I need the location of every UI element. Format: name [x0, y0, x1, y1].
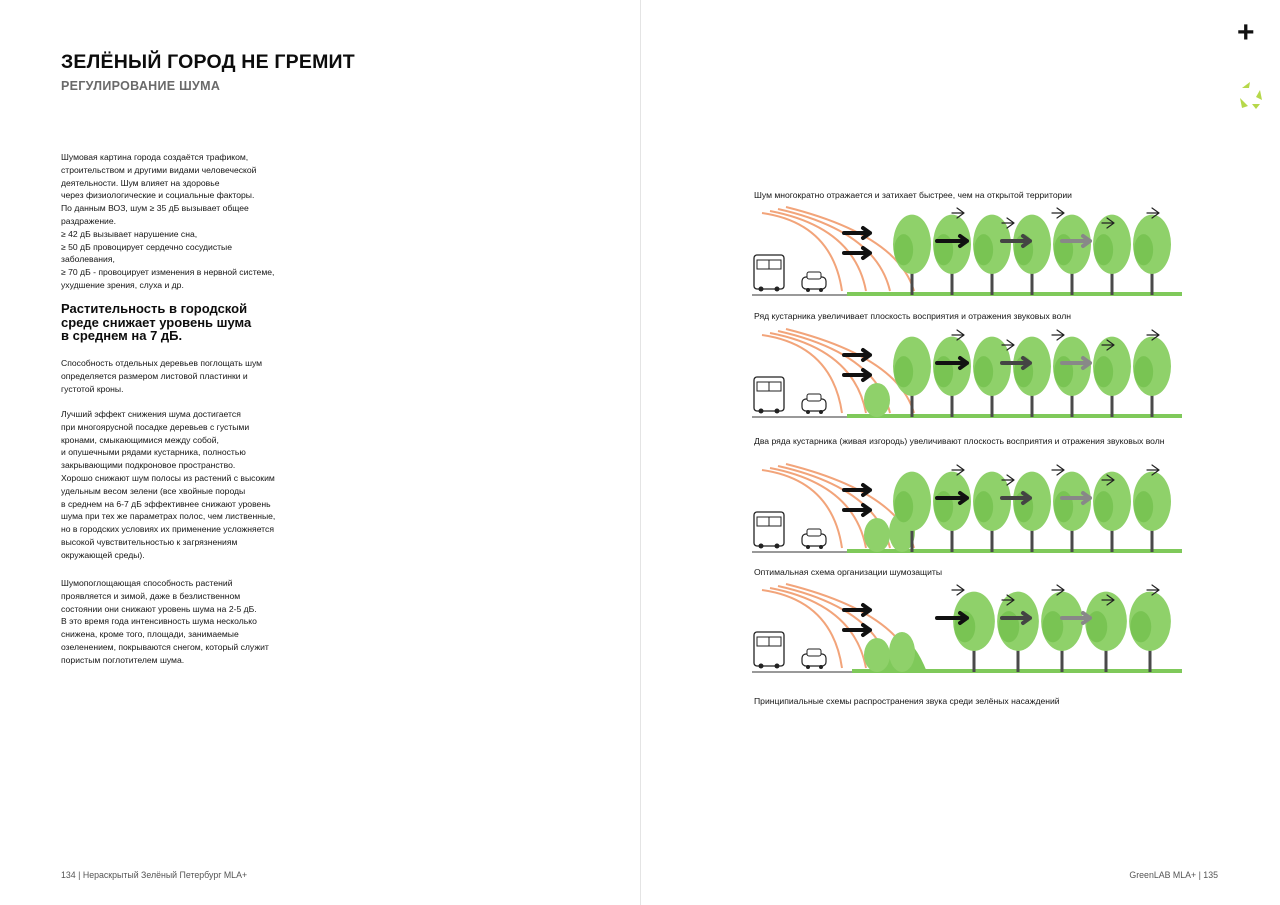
paragraph-winter [61, 577, 306, 667]
arrow-icon [1052, 330, 1064, 340]
text-line: строительством и другими видами человеческой [61, 164, 257, 175]
diagram-caption-1: Шум многократно отражается и затихает быстрее, чем на открытой территории [754, 190, 1072, 200]
diagram-hedge [752, 460, 1182, 560]
lead-line: среде снижает уровень шума [61, 314, 252, 330]
car-icon [802, 272, 826, 292]
text-line: По данным ВОЗ, шум ≥ 35 дБ вызывает общее [61, 203, 249, 214]
car-icon [802, 529, 826, 549]
tree-icon [1133, 215, 1171, 295]
text-line: определяется размером листовой пластинки и [61, 370, 248, 381]
paragraph-best-effect [61, 408, 306, 562]
text-line: снижена, кроме того, площади, занимаемые [61, 629, 239, 640]
text-line: Шумопоглощающая способность растений [61, 578, 233, 588]
tree-icon [933, 337, 971, 417]
paragraph-absorption [61, 357, 306, 395]
text-line: пористым поглотителем шума. [61, 654, 185, 665]
tree-icon [1133, 337, 1171, 417]
car-icon [802, 394, 826, 414]
bus-icon [754, 255, 784, 292]
tree-icon [1013, 472, 1051, 552]
text-line: Лучший эффект снижения шума достигается [61, 409, 241, 419]
tree-icon [1013, 337, 1051, 417]
diagram-shrub-row [752, 325, 1182, 425]
diagram-optimal-scheme [752, 580, 1182, 680]
right-page [641, 0, 1280, 905]
tree-icon [1093, 215, 1131, 295]
recycle-icon [1234, 78, 1268, 112]
text-line: заболевания, [61, 254, 115, 265]
tree-icon [933, 472, 971, 552]
text-line: В это время года интенсивность шума несколько [61, 616, 257, 627]
tree-icon [1013, 215, 1051, 295]
text-line: проявляется и зимой, даже в безлиственном [61, 590, 241, 601]
tree-icon [1053, 472, 1091, 552]
plus-icon: + [1237, 16, 1255, 49]
text-line: ≥ 42 дБ вызывает нарушение сна, [61, 228, 198, 239]
text-line: закрывающими подкроновое пространство. [61, 460, 236, 471]
tree-icon [933, 215, 971, 295]
diagram-caption-4: Оптимальная схема организации шумозащиты [754, 567, 943, 577]
tree-icon [1133, 472, 1171, 552]
tree-icon [953, 592, 995, 672]
text-line: раздражение. [61, 215, 117, 226]
shrub [864, 638, 890, 672]
tree-icon [1041, 592, 1083, 672]
text-line: через физиологические и социальные факторы. [61, 190, 255, 201]
text-line: густотой кроны. [61, 383, 124, 394]
arrow-icon [952, 585, 964, 595]
footer-left: 134 | Нераскрытый Зелёный Петербург MLA+ [61, 870, 248, 880]
text-line: деятельности. Шум влияет на здоровье [61, 177, 220, 188]
text-line: окружающей среды). [61, 549, 145, 560]
text-line: состоянии они снижают уровень шума на 2-5 дБ. [61, 603, 257, 614]
text-line: кронами, смыкающимися между собой, [61, 434, 219, 445]
tree-icon [973, 337, 1011, 417]
tree-icon [1085, 592, 1127, 672]
arrow-icon [1052, 208, 1064, 218]
tree-icon [1093, 337, 1131, 417]
lead-line: в среднем на 7 дБ. [61, 328, 183, 343]
text-line: Хорошо снижают шум полосы из растений с высоким [61, 472, 275, 483]
car-icon [802, 649, 826, 669]
tree-icon [997, 592, 1039, 672]
text-line: озеленением, покрываются снегом, который служит [61, 641, 269, 652]
tree-icon [1129, 592, 1171, 672]
text-line: Шумовая картина города создаётся трафиком, [61, 152, 249, 162]
tree-icon [893, 337, 931, 417]
arrow-icon [937, 613, 967, 623]
diagram-caption-2: Ряд кустарника увеличивает плоскость восприятия и отражения звуковых волн [754, 311, 1072, 321]
shrub [864, 383, 890, 417]
tree-icon [1093, 472, 1131, 552]
text-line: шума при тех же параметрах полос, чем лиственные, [61, 511, 276, 522]
text-line: при многоярусной посадке деревьев с густыми [61, 421, 250, 432]
tree-icon [1053, 337, 1091, 417]
text-line: удельным весом зелени (все хвойные породы [61, 485, 246, 496]
intro-paragraph [61, 151, 306, 292]
text-line: и опушечными рядами кустарника, полностью [61, 447, 246, 458]
lead-statement [61, 302, 306, 343]
footer-right: GreenLAB MLA+ | 135 [1129, 870, 1218, 880]
bus-icon [754, 377, 784, 414]
shrub [864, 518, 890, 552]
diagram-caption-3: Два ряда кустарника (живая изгородь) увеличивают плоскость восприятия и отражения звуковых волн [754, 436, 1165, 446]
arrow-icon [1052, 465, 1064, 475]
tree-icon [1053, 215, 1091, 295]
diagram-open-trees [752, 203, 1182, 303]
shrub [889, 632, 915, 672]
text-line: ≥ 70 дБ - провоцирует изменения в нервной системе, [61, 267, 275, 278]
tree-icon [973, 472, 1011, 552]
bus-icon [754, 632, 784, 669]
tree-icon [973, 215, 1011, 295]
bus-icon [754, 512, 784, 549]
lead-line: Растительность в городской [61, 301, 248, 316]
text-line: ухудшение зрения, слуха и др. [61, 279, 184, 290]
tree-icon [893, 215, 931, 295]
figure-caption: Принципиальные схемы распространения звука среди зелёных насаждений [754, 696, 1060, 706]
text-line: ≥ 50 дБ провоцирует сердечно сосудистые [61, 241, 233, 252]
page-title: ЗЕЛЁНЫЙ ГОРОД НЕ ГРЕМИТ [61, 51, 355, 73]
text-line: Способность отдельных деревьев поглощать шум [61, 358, 263, 368]
page-subtitle: РЕГУЛИРОВАНИЕ ШУМА [61, 79, 221, 93]
text-line: но в городских условиях их применение усложняется [61, 524, 274, 535]
text-line: в среднем на 6-7 дБ эффективнее снижают уровень [61, 498, 271, 509]
text-line: высокой чувствительностью к загрязнениям [61, 536, 238, 547]
